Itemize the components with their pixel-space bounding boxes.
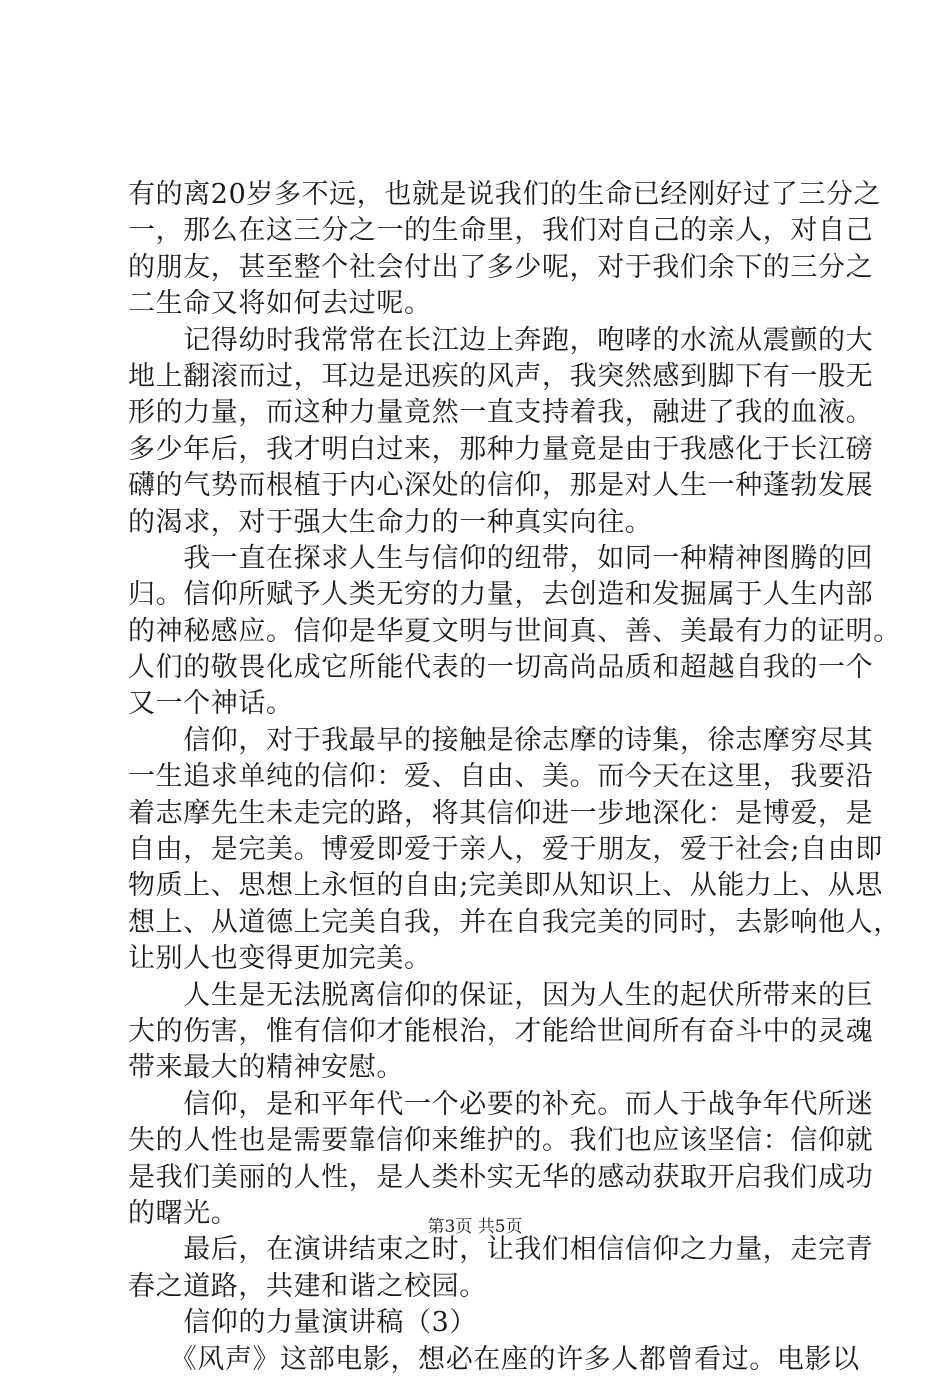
text-line: 记得幼时我常常在长江边上奔跑，咆哮的水流从震颤的大	[128, 324, 874, 356]
text-line: 是我们美丽的人性，是人类朴实无华的感动获取开启我们成功	[128, 1161, 874, 1193]
text-line: 的神秘感应。信仰是华夏文明与世间真、善、美最有力的证明。	[128, 615, 901, 647]
text-line: 物质上、思想上永恒的自由;完美即从知识上、从能力上、从思	[128, 870, 883, 902]
text-line: 让别人也变得更加完美。	[128, 943, 432, 975]
text-line: 归。信仰所赋予人类无穷的力量，去创造和发掘属于人生内部	[128, 579, 874, 611]
text-line: 信仰，是和平年代一个必要的补充。而人于战争年代所迷	[128, 1088, 874, 1120]
text-line: 人生是无法脱离信仰的保证，因为人生的起伏所带来的巨	[128, 979, 874, 1011]
text-line: 《风声》这部电影，想必在座的许多人都曾看过。电影以	[128, 1343, 860, 1375]
text-line: 的曙光。	[128, 1197, 239, 1229]
text-line: 带来最大的精神安慰。	[128, 1052, 404, 1084]
text-line: 着志摩先生未走完的路，将其信仰进一步地深化：是博爱，是	[128, 797, 874, 829]
text-line: 的朋友，甚至整个社会付出了多少呢，对于我们余下的三分之	[128, 251, 874, 283]
text-line: 最后，在演讲结束之时，让我们相信信仰之力量，走完青	[128, 1234, 874, 1266]
text-line: 的渴求，对于强大生命力的一种真实向往。	[128, 506, 653, 538]
text-line: 信仰，对于我最早的接触是徐志摩的诗集，徐志摩穷尽其	[128, 724, 874, 756]
text-line: 形的力量，而这种力量竟然一直支持着我，融进了我的血液。	[128, 397, 874, 429]
text-line: 礴的气势而根植于内心深处的信仰，那是对人生一种蓬勃发展	[128, 470, 874, 502]
text-line: 自由，是完美。博爱即爱于亲人，爱于朋友，爱于社会;自由即	[128, 834, 883, 866]
text-line: 信仰的力量演讲稿（3）	[128, 1307, 477, 1339]
text-line: 失的人性也是需要靠信仰来维护的。我们也应该坚信：信仰就	[128, 1125, 874, 1157]
text-line: 一生追求单纯的信仰：爱、自由、美。而今天在这里，我要沿	[128, 761, 874, 793]
text-line: 想上、从道德上完美自我，并在自我完美的同时，去影响他人，	[128, 906, 901, 938]
text-line: 我一直在探求人生与信仰的纽带，如同一种精神图腾的回	[128, 542, 874, 574]
text-line: 二生命又将如何去过呢。	[128, 288, 432, 320]
page-footer: 第3页 共5页	[427, 1217, 523, 1237]
text-line: 春之道路，共建和谐之校园。	[128, 1270, 487, 1302]
text-line: 一，那么在这三分之一的生命里，我们对自己的亲人，对自己	[128, 215, 874, 247]
text-line: 大的伤害，惟有信仰才能根治，才能给世间所有奋斗中的灵魂	[128, 1015, 874, 1047]
text-line: 人们的敬畏化成它所能代表的一切高尚品质和超越自我的一个	[128, 652, 874, 684]
body-text	[128, 177, 901, 1378]
text-line: 地上翻滚而过，耳边是迅疾的风声，我突然感到脚下有一股无	[128, 360, 874, 392]
text-line: 多少年后，我才明白过来，那种力量竟是由于我感化于长江磅	[128, 433, 874, 465]
text-line: 有的离20岁多不远，也就是说我们的生命已经刚好过了三分之	[128, 179, 882, 210]
text-line: 又一个神话。	[128, 688, 294, 720]
